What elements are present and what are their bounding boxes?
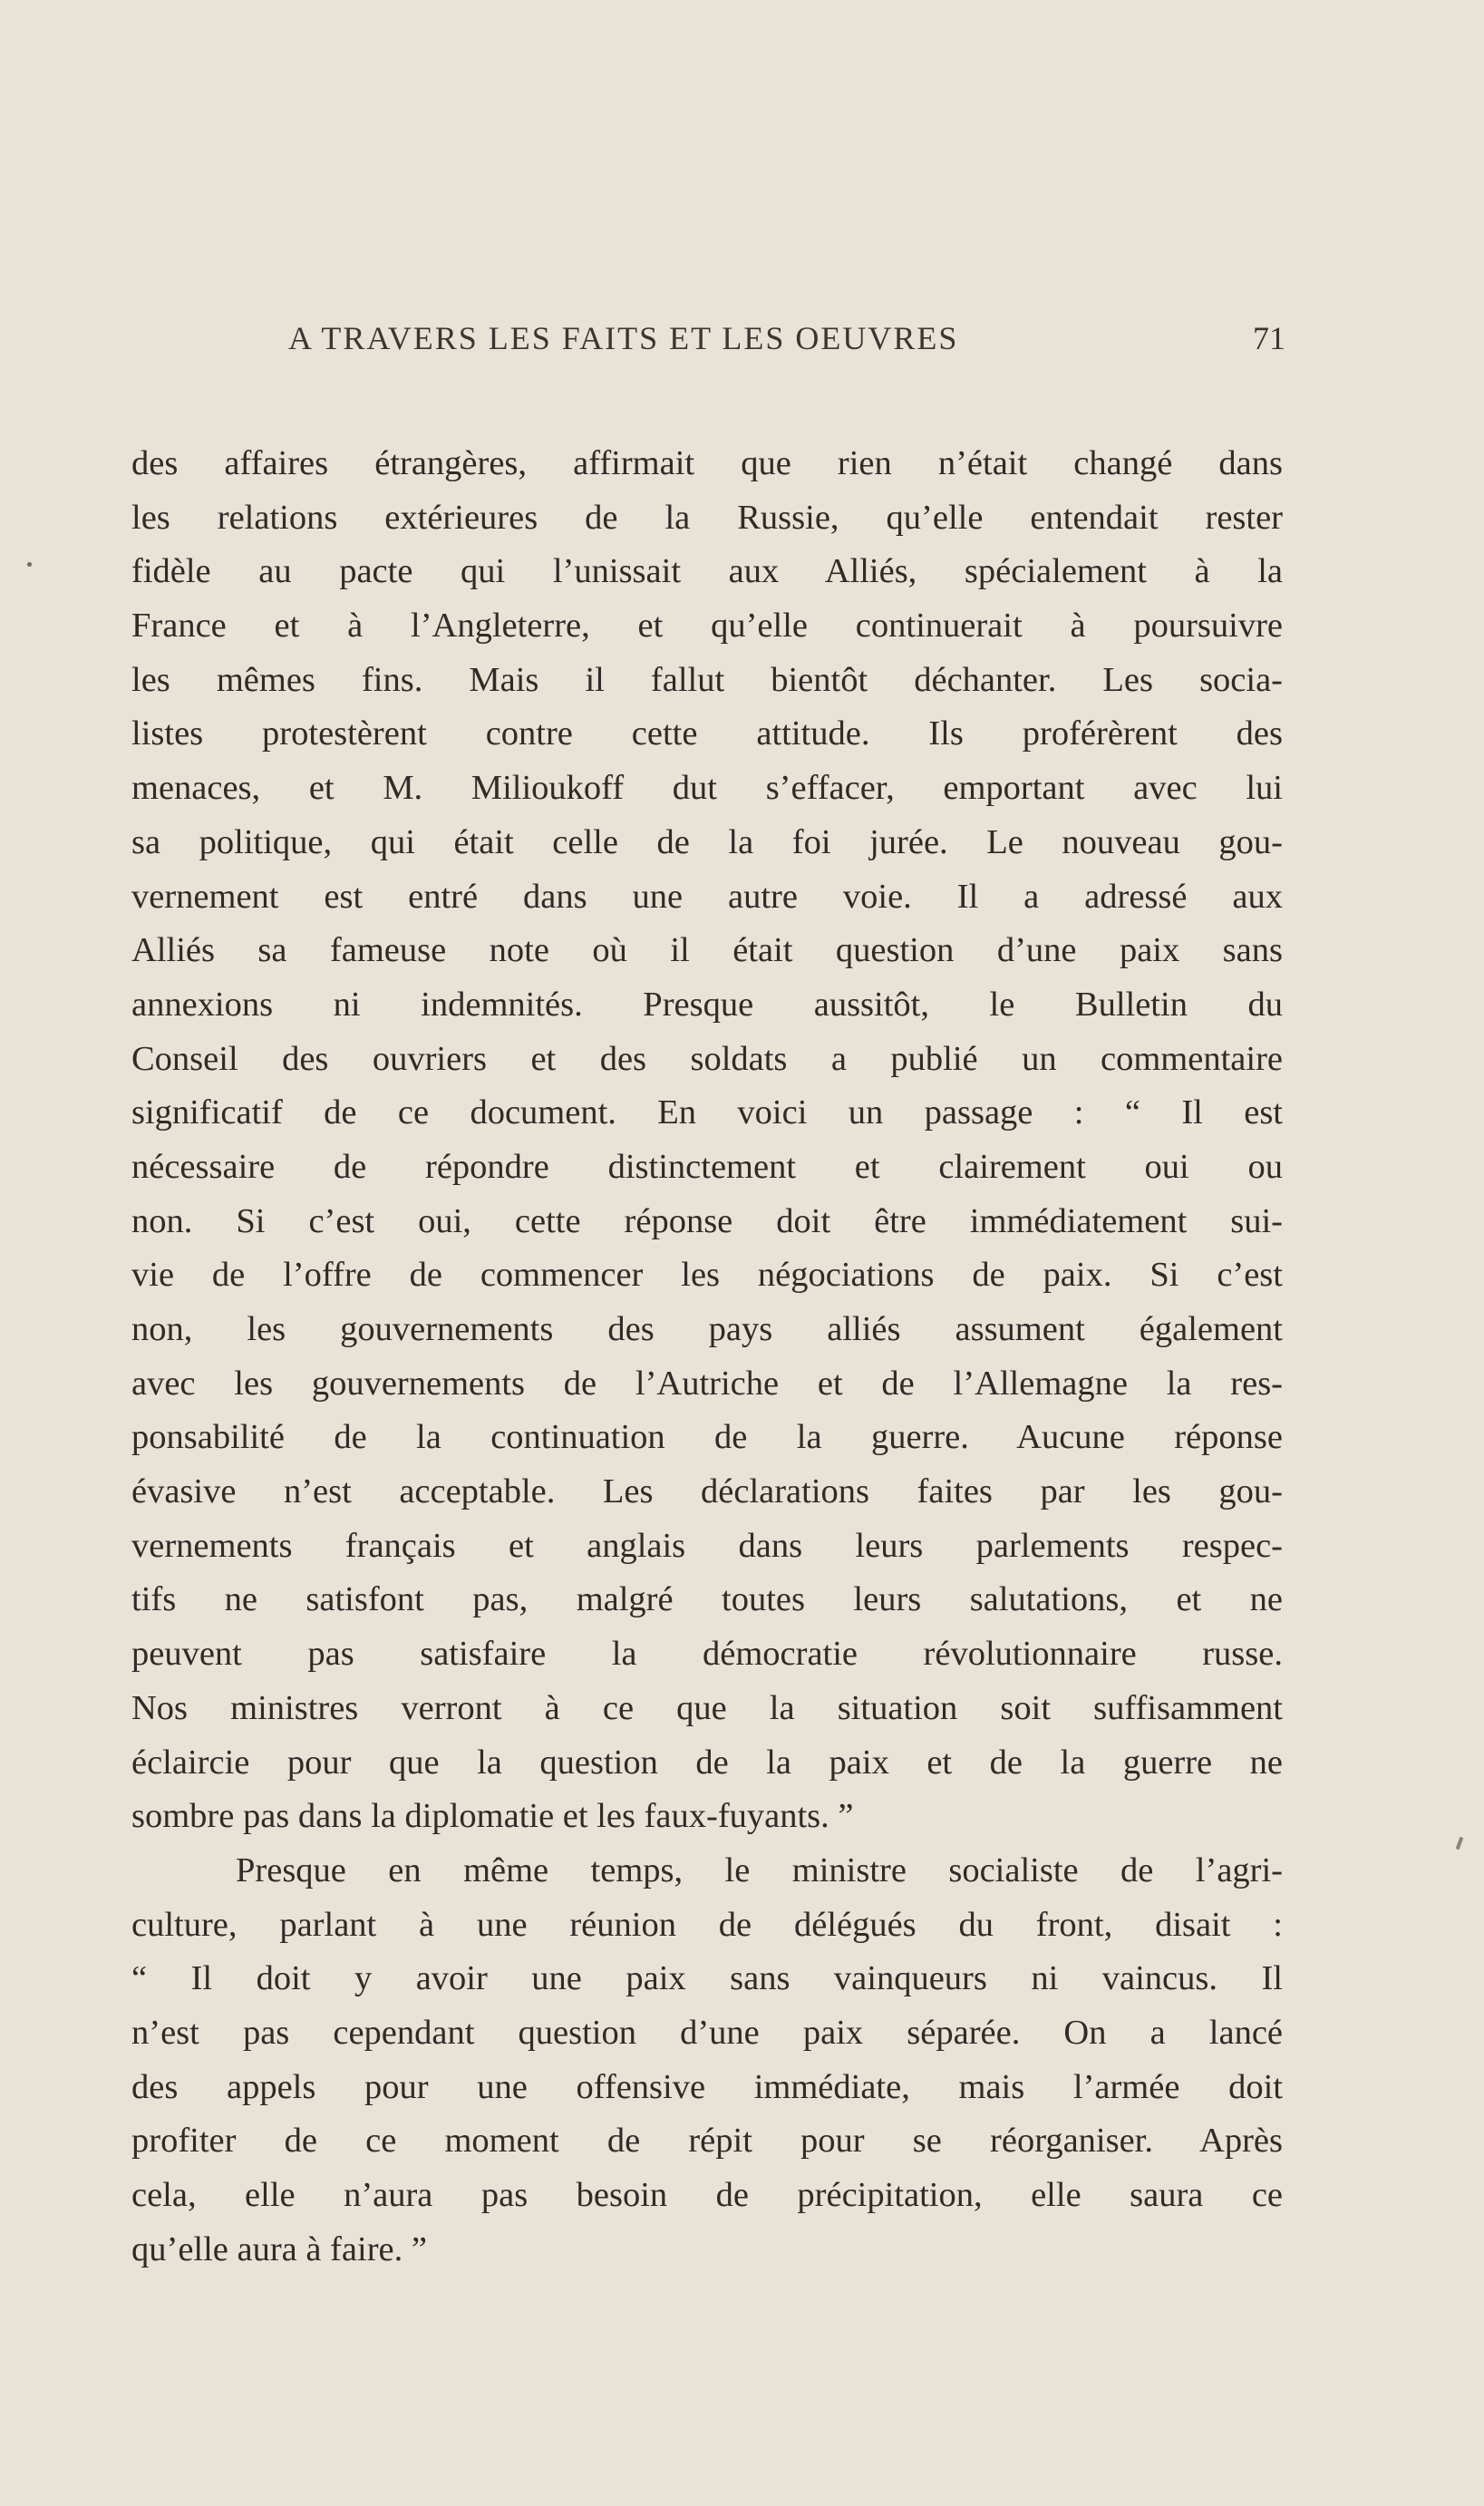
page-number: 71 bbox=[1253, 320, 1285, 356]
margin-mark bbox=[1456, 1837, 1464, 1850]
text-line: fidèle au pacte qui l’unissait aux Alliés, spécialement à la bbox=[131, 552, 1283, 591]
text-line: nécessaire de répondre distinctement et clairement oui ou bbox=[131, 1147, 1283, 1186]
text-line: vernements français et anglais dans leurs parlements respec- bbox=[131, 1526, 1283, 1565]
text-line: ponsabilité de la continuation de la guerre. Aucune réponse bbox=[131, 1418, 1283, 1457]
text-line: des appels pour une offensive immédiate, mais l’armée doit bbox=[131, 2067, 1283, 2106]
text-line: non. Si c’est oui, cette réponse doit être immédiatement sui- bbox=[131, 1201, 1283, 1240]
text-line: peuvent pas satisfaire la démocratie révolutionnaire russe. bbox=[131, 1635, 1283, 1674]
text-line: sa politique, qui était celle de la foi jurée. Le nouveau gou- bbox=[131, 822, 1283, 861]
text-line: France et à l’Angleterre, et qu’elle continuerait à poursuivre bbox=[131, 607, 1283, 646]
running-header bbox=[288, 319, 1285, 374]
text-line: non, les gouvernements des pays alliés assument également bbox=[131, 1310, 1283, 1348]
text-line: éclaircie pour que la question de la paix et de la guerre ne bbox=[131, 1743, 1283, 1782]
text-line: Conseil des ouvriers et des soldats a publié un commentaire bbox=[131, 1039, 1283, 1078]
text-line: significatif de ce document. En voici un passage : “ Il est bbox=[131, 1093, 1283, 1132]
text-line: annexions ni indemnités. Presque aussitôt, le Bulletin du bbox=[131, 985, 1283, 1024]
text-line: n’est pas cependant question d’une paix séparée. On a lancé bbox=[131, 2013, 1283, 2052]
text-line: listes protestèrent contre cette attitude. Ils proférèrent des bbox=[131, 714, 1283, 753]
text-line: profiter de ce moment de répit pour se réorganiser. Après bbox=[131, 2122, 1283, 2161]
text-line: avec les gouvernements de l’Autriche et de l’Allemagne la res- bbox=[131, 1364, 1283, 1403]
text-line: qu’elle aura à faire. ” bbox=[131, 2229, 427, 2268]
running-title: A TRAVERS LES FAITS ET LES OEUVRES bbox=[288, 320, 959, 356]
text-line: les relations extérieures de la Russie, qu’elle entendait rester bbox=[131, 498, 1283, 537]
body-text bbox=[131, 437, 1283, 2277]
text-line: cela, elle n’aura pas besoin de précipitation, elle saura ce bbox=[131, 2176, 1283, 2214]
text-line: sombre pas dans la diplomatie et les faux-fuyants. ” bbox=[131, 1797, 854, 1836]
text-line: des affaires étrangères, affirmait que rien n’était changé dans bbox=[131, 444, 1283, 482]
margin-mark bbox=[27, 562, 32, 567]
text-line: Presque en même temps, le ministre socialiste de l’agri- bbox=[236, 1850, 1283, 1889]
paragraph-1 bbox=[131, 437, 1283, 1844]
text-line: Nos ministres verront à ce que la situation soit suffisamment bbox=[131, 1688, 1283, 1727]
text-line: Alliés sa fameuse note où il était question d’une paix sans bbox=[131, 931, 1283, 970]
text-line: menaces, et M. Milioukoff dut s’effacer, emportant avec lui bbox=[131, 769, 1283, 808]
text-line: culture, parlant à une réunion de délégués du front, disait : bbox=[131, 1905, 1283, 1944]
text-line: tifs ne satisfont pas, malgré toutes leurs salutations, et ne bbox=[131, 1580, 1283, 1619]
text-line: “ Il doit y avoir une paix sans vainqueurs ni vaincus. Il bbox=[131, 1959, 1283, 1998]
paragraph-2 bbox=[131, 1844, 1283, 2278]
text-line: vernement est entré dans une autre voie. Il a adressé aux bbox=[131, 877, 1283, 916]
text-line: vie de l’offre de commencer les négociations de paix. Si c’est bbox=[131, 1256, 1283, 1295]
text-line: les mêmes fins. Mais il fallut bientôt déchanter. Les socia- bbox=[131, 660, 1283, 699]
text-line: évasive n’est acceptable. Les déclarations faites par les gou- bbox=[131, 1472, 1283, 1511]
